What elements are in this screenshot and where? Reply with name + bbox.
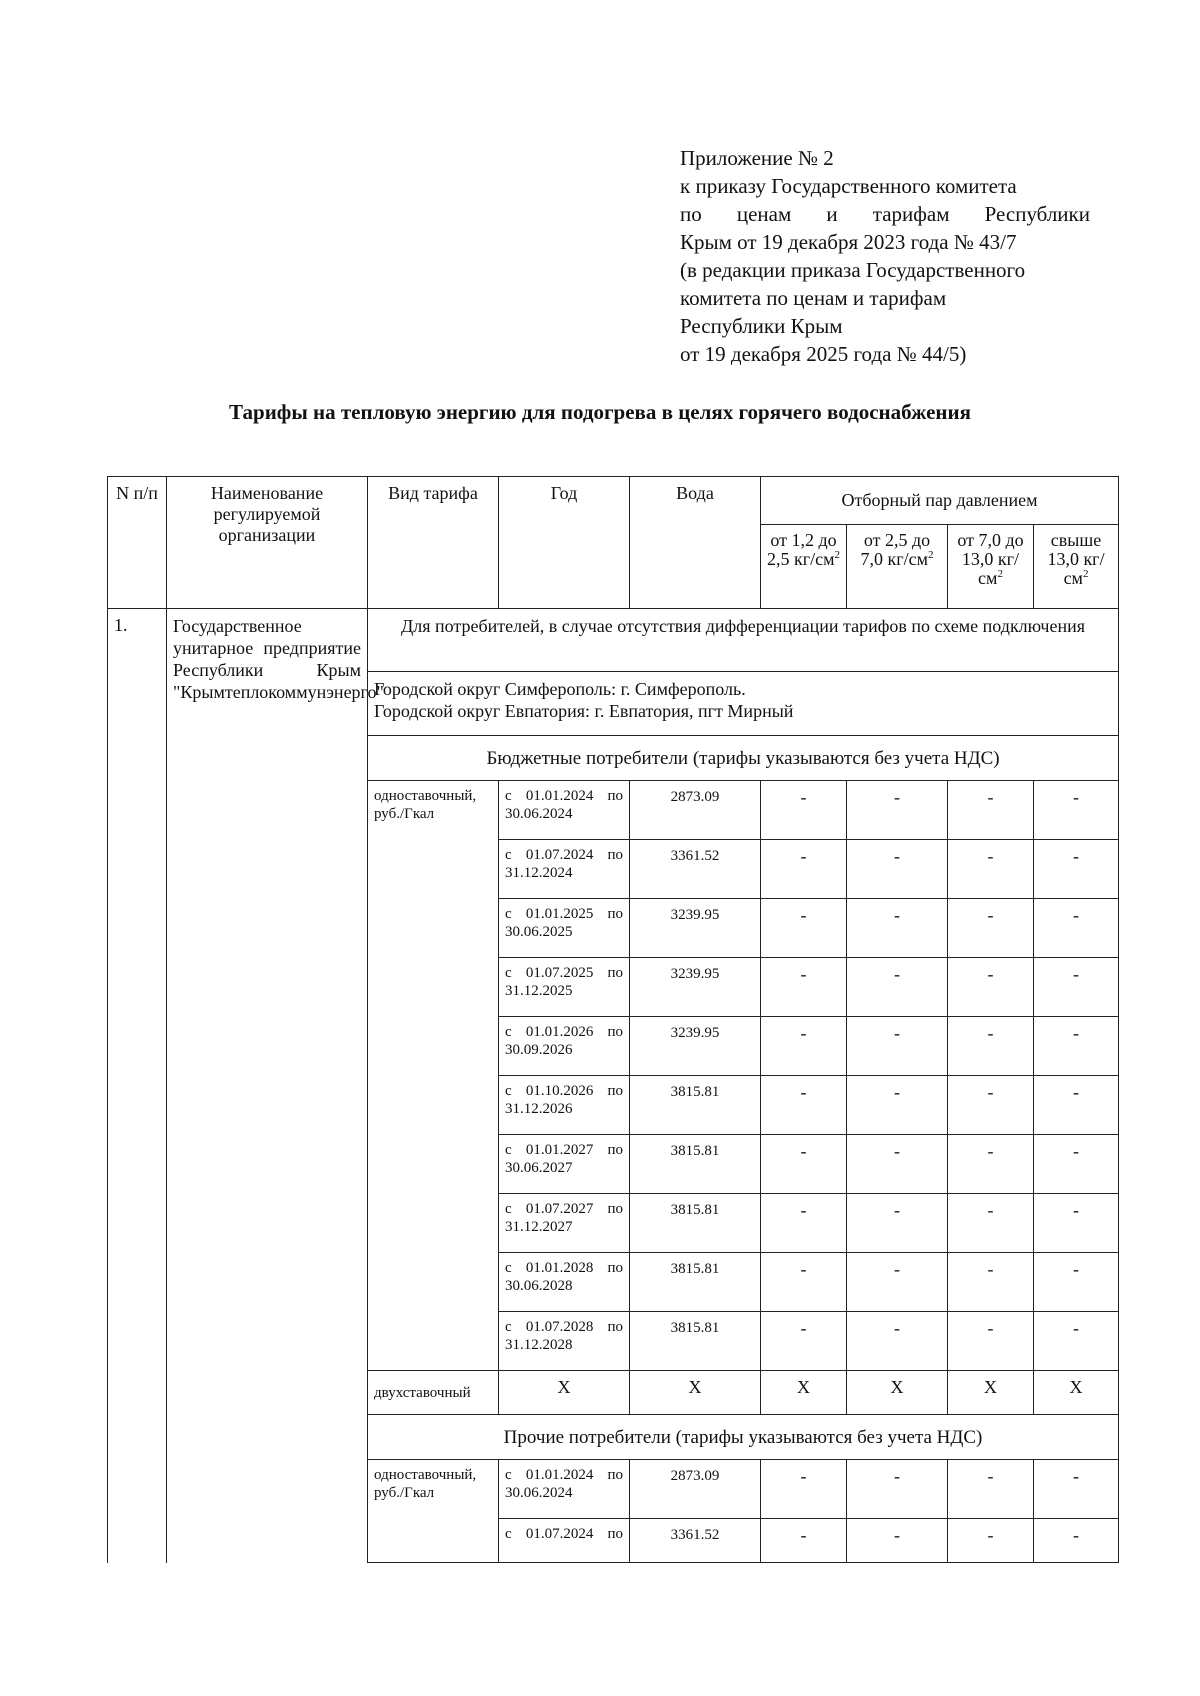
period-word: по: [607, 1201, 623, 1217]
period-to: 31.12.2025: [505, 983, 573, 999]
appendix-word: Республики: [984, 202, 1090, 226]
period-to: 31.12.2028: [505, 1337, 573, 1353]
period-cell: [499, 1017, 630, 1076]
pressure-tariff: -: [847, 840, 948, 899]
appendix-line: комитета по ценам и тарифам: [680, 286, 947, 310]
pressure-label: от 2,5 до 7,0 кг/см: [860, 530, 931, 569]
period-word: по: [607, 788, 623, 804]
pressure-tariff: -: [1034, 958, 1119, 1017]
period-word: с: [505, 1201, 512, 1217]
two-rate-cell: Х: [761, 1371, 847, 1415]
pressure-tariff: -: [1034, 1312, 1119, 1371]
pressure-tariff: -: [948, 1253, 1034, 1312]
header-tariff-type: Вид тарифа: [368, 477, 499, 609]
pressure-tariff: -: [847, 781, 948, 840]
period-word: с: [505, 1024, 512, 1040]
period-from: [505, 964, 623, 982]
locality-line: Городской округ Симферополь: г. Симферополь.: [374, 679, 746, 699]
pressure-tariff: -: [761, 1135, 847, 1194]
period-to: 31.12.2027: [505, 1219, 573, 1235]
pressure-tariff: -: [1034, 781, 1119, 840]
period-date: 01.07.2028: [525, 1319, 594, 1335]
pressure-tariff: -: [847, 1194, 948, 1253]
period-to: 30.09.2026: [505, 1042, 573, 1058]
period-from: [505, 1200, 623, 1218]
pressure-tariff: -: [847, 1076, 948, 1135]
period-date: 01.07.2025: [525, 965, 594, 981]
pressure-tariff: -: [948, 1076, 1034, 1135]
period-from: [505, 905, 623, 923]
organization-name: Государственное унитарное предприятие Республики Крым "Крымтеплокоммунэнерго": [167, 609, 368, 1563]
water-tariff: 3361.52: [630, 1519, 761, 1563]
pressure-tariff: -: [948, 958, 1034, 1017]
header-water: Вода: [630, 477, 761, 609]
period-from: [505, 1082, 623, 1100]
period-cell: [499, 1460, 630, 1519]
appendix-line: к приказу Государственного комитета: [680, 174, 1017, 198]
pressure-unit-sup: 2: [1082, 568, 1089, 580]
header-year: Год: [499, 477, 630, 609]
two-rate-cell: Х: [948, 1371, 1034, 1415]
water-tariff: 2873.09: [630, 1460, 761, 1519]
appendix-note: [680, 144, 1090, 368]
period-date: 01.01.2024: [525, 788, 594, 804]
tariff-type-two-rate: двухставочный: [368, 1371, 499, 1415]
pressure-tariff: -: [847, 1519, 948, 1563]
appendix-line: Крым от 19 декабря 2023 года № 43/7: [680, 230, 1017, 254]
appendix-word: ценам: [736, 202, 792, 226]
period-word: по: [607, 847, 623, 863]
pressure-tariff: -: [847, 1017, 948, 1076]
period-to: 30.06.2024: [505, 806, 573, 822]
period-to: 30.06.2025: [505, 924, 573, 940]
period-word: с: [505, 1319, 512, 1335]
tariff-table: [107, 476, 1119, 1563]
consumer-group-title: Бюджетные потребители (тарифы указываются без учета НДС): [368, 736, 1119, 781]
header-organization: Наименование регулируемой организации: [167, 477, 368, 609]
period-word: с: [505, 1260, 512, 1276]
pressure-tariff: -: [1034, 899, 1119, 958]
period-date: 01.07.2024: [525, 847, 594, 863]
period-word: с: [505, 906, 512, 922]
period-from: [505, 1318, 623, 1336]
period-cell: [499, 1135, 630, 1194]
pressure-tariff: -: [948, 1017, 1034, 1076]
period-word: с: [505, 965, 512, 981]
pressure-tariff: -: [948, 1312, 1034, 1371]
pressure-tariff: -: [761, 781, 847, 840]
consumers-note: Для потребителей, в случае отсутствия дифференциации тарифов по схеме подключения: [368, 609, 1119, 672]
pressure-tariff: -: [948, 1194, 1034, 1253]
period-from: [505, 787, 623, 805]
pressure-tariff: -: [761, 1253, 847, 1312]
pressure-tariff: -: [948, 1519, 1034, 1563]
tariff-type-single: одноставочный, руб./Гкал: [368, 1460, 499, 1563]
two-rate-cell: Х: [499, 1371, 630, 1415]
pressure-tariff: -: [1034, 1076, 1119, 1135]
appendix-line: Республики Крым: [680, 314, 843, 338]
header-pressure-4: [1034, 525, 1119, 609]
water-tariff: 2873.09: [630, 781, 761, 840]
pressure-label: от 1,2 до 2,5 кг/см: [767, 530, 837, 569]
appendix-line: от 19 декабря 2025 года № 44/5): [680, 342, 967, 366]
period-cell: [499, 1253, 630, 1312]
tariff-type-single: одноставочный, руб./Гкал: [368, 781, 499, 1371]
pressure-tariff: -: [761, 1460, 847, 1519]
period-from: [505, 1259, 623, 1277]
water-tariff: 3815.81: [630, 1194, 761, 1253]
pressure-tariff: -: [761, 840, 847, 899]
period-date: 01.01.2024: [525, 1467, 594, 1483]
period-word: с: [505, 1526, 512, 1542]
appendix-line: (в редакции приказа Государственного: [680, 258, 1026, 282]
period-from: [505, 1466, 623, 1484]
header-num: N п/п: [108, 477, 167, 609]
period-from: [505, 846, 623, 864]
period-word: по: [607, 1024, 623, 1040]
pressure-unit-sup: 2: [928, 549, 934, 561]
period-word: по: [607, 1319, 623, 1335]
period-to: 30.06.2027: [505, 1160, 573, 1176]
period-date: 01.10.2026: [525, 1083, 594, 1099]
pressure-tariff: -: [847, 1253, 948, 1312]
pressure-tariff: -: [1034, 1135, 1119, 1194]
period-date: 01.07.2024: [525, 1526, 594, 1542]
period-word: по: [607, 1467, 623, 1483]
period-cell: [499, 1312, 630, 1371]
pressure-tariff: -: [948, 840, 1034, 899]
period-date: 01.01.2026: [525, 1024, 594, 1040]
pressure-tariff: -: [948, 899, 1034, 958]
pressure-tariff: -: [1034, 840, 1119, 899]
header-pressure-3: [948, 525, 1034, 609]
pressure-tariff: -: [761, 1076, 847, 1135]
period-date: 01.01.2027: [525, 1142, 594, 1158]
period-to: 31.12.2026: [505, 1101, 573, 1117]
period-to: 30.06.2028: [505, 1278, 573, 1294]
document-title: Тарифы на тепловую энергию для подогрева в целях горячего водоснабжения: [229, 400, 971, 424]
pressure-unit-sup: 2: [997, 568, 1003, 580]
pressure-tariff: -: [1034, 1017, 1119, 1076]
pressure-tariff: -: [1034, 1519, 1119, 1563]
period-to: 30.06.2024: [505, 1485, 573, 1501]
pressure-unit-sup: 2: [834, 549, 841, 561]
pressure-tariff: -: [1034, 1253, 1119, 1312]
period-to: 31.12.2024: [505, 865, 573, 881]
period-word: по: [607, 965, 623, 981]
header-pressure-1: [761, 525, 847, 609]
period-word: по: [607, 1260, 623, 1276]
two-rate-cell: Х: [847, 1371, 948, 1415]
pressure-tariff: -: [847, 958, 948, 1017]
consumer-group-title: Прочие потребители (тарифы указываются без учета НДС): [368, 1415, 1119, 1460]
pressure-label: от 7,0 до 13,0 кг/см: [957, 530, 1024, 588]
period-cell: [499, 1194, 630, 1253]
period-date: 01.01.2028: [525, 1260, 594, 1276]
period-word: по: [607, 1526, 623, 1542]
water-tariff: 3815.81: [630, 1253, 761, 1312]
pressure-tariff: -: [847, 1312, 948, 1371]
pressure-tariff: -: [1034, 1460, 1119, 1519]
period-cell: [499, 1076, 630, 1135]
period-word: по: [607, 1083, 623, 1099]
pressure-tariff: -: [761, 1519, 847, 1563]
period-cell: [499, 840, 630, 899]
period-cell: [499, 899, 630, 958]
water-tariff: 3239.95: [630, 958, 761, 1017]
water-tariff: 3815.81: [630, 1135, 761, 1194]
pressure-label: свыше 13,0 кг/см: [1047, 530, 1105, 588]
pressure-tariff: -: [948, 1135, 1034, 1194]
row-number: 1.: [108, 609, 167, 1563]
period-cell: [499, 781, 630, 840]
period-date: 01.07.2027: [525, 1201, 594, 1217]
two-rate-cell: Х: [630, 1371, 761, 1415]
pressure-tariff: -: [761, 899, 847, 958]
appendix-line: Приложение № 2: [680, 146, 834, 170]
two-rate-cell: Х: [1034, 1371, 1119, 1415]
water-tariff: 3361.52: [630, 840, 761, 899]
locality-line: Городской округ Евпатория: г. Евпатория, пгт Мирный: [374, 701, 794, 721]
pressure-tariff: -: [1034, 1194, 1119, 1253]
water-tariff: 3815.81: [630, 1312, 761, 1371]
period-word: с: [505, 788, 512, 804]
period-word: с: [505, 1467, 512, 1483]
water-tariff: 3815.81: [630, 1076, 761, 1135]
header-steam: Отборный пар давлением: [761, 477, 1119, 525]
header-pressure-2: [847, 525, 948, 609]
period-word: с: [505, 1142, 512, 1158]
period-cell: [499, 958, 630, 1017]
pressure-tariff: -: [948, 781, 1034, 840]
appendix-word: по: [680, 202, 702, 226]
pressure-tariff: -: [847, 899, 948, 958]
appendix-word: и: [826, 202, 838, 226]
appendix-word: тарифам: [872, 202, 950, 226]
pressure-tariff: -: [761, 1312, 847, 1371]
period-word: с: [505, 1083, 512, 1099]
pressure-tariff: -: [948, 1460, 1034, 1519]
pressure-tariff: -: [847, 1460, 948, 1519]
period-word: по: [607, 906, 623, 922]
period-word: с: [505, 847, 512, 863]
pressure-tariff: -: [847, 1135, 948, 1194]
localities: [368, 672, 1119, 736]
water-tariff: 3239.95: [630, 1017, 761, 1076]
appendix-line: [680, 200, 1090, 228]
period-from: [505, 1023, 623, 1041]
period-from: [505, 1525, 623, 1543]
pressure-tariff: -: [761, 1194, 847, 1253]
pressure-tariff: -: [761, 958, 847, 1017]
period-cell: [499, 1519, 630, 1563]
period-date: 01.01.2025: [525, 906, 594, 922]
pressure-tariff: -: [761, 1017, 847, 1076]
period-from: [505, 1141, 623, 1159]
period-word: по: [607, 1142, 623, 1158]
water-tariff: 3239.95: [630, 899, 761, 958]
